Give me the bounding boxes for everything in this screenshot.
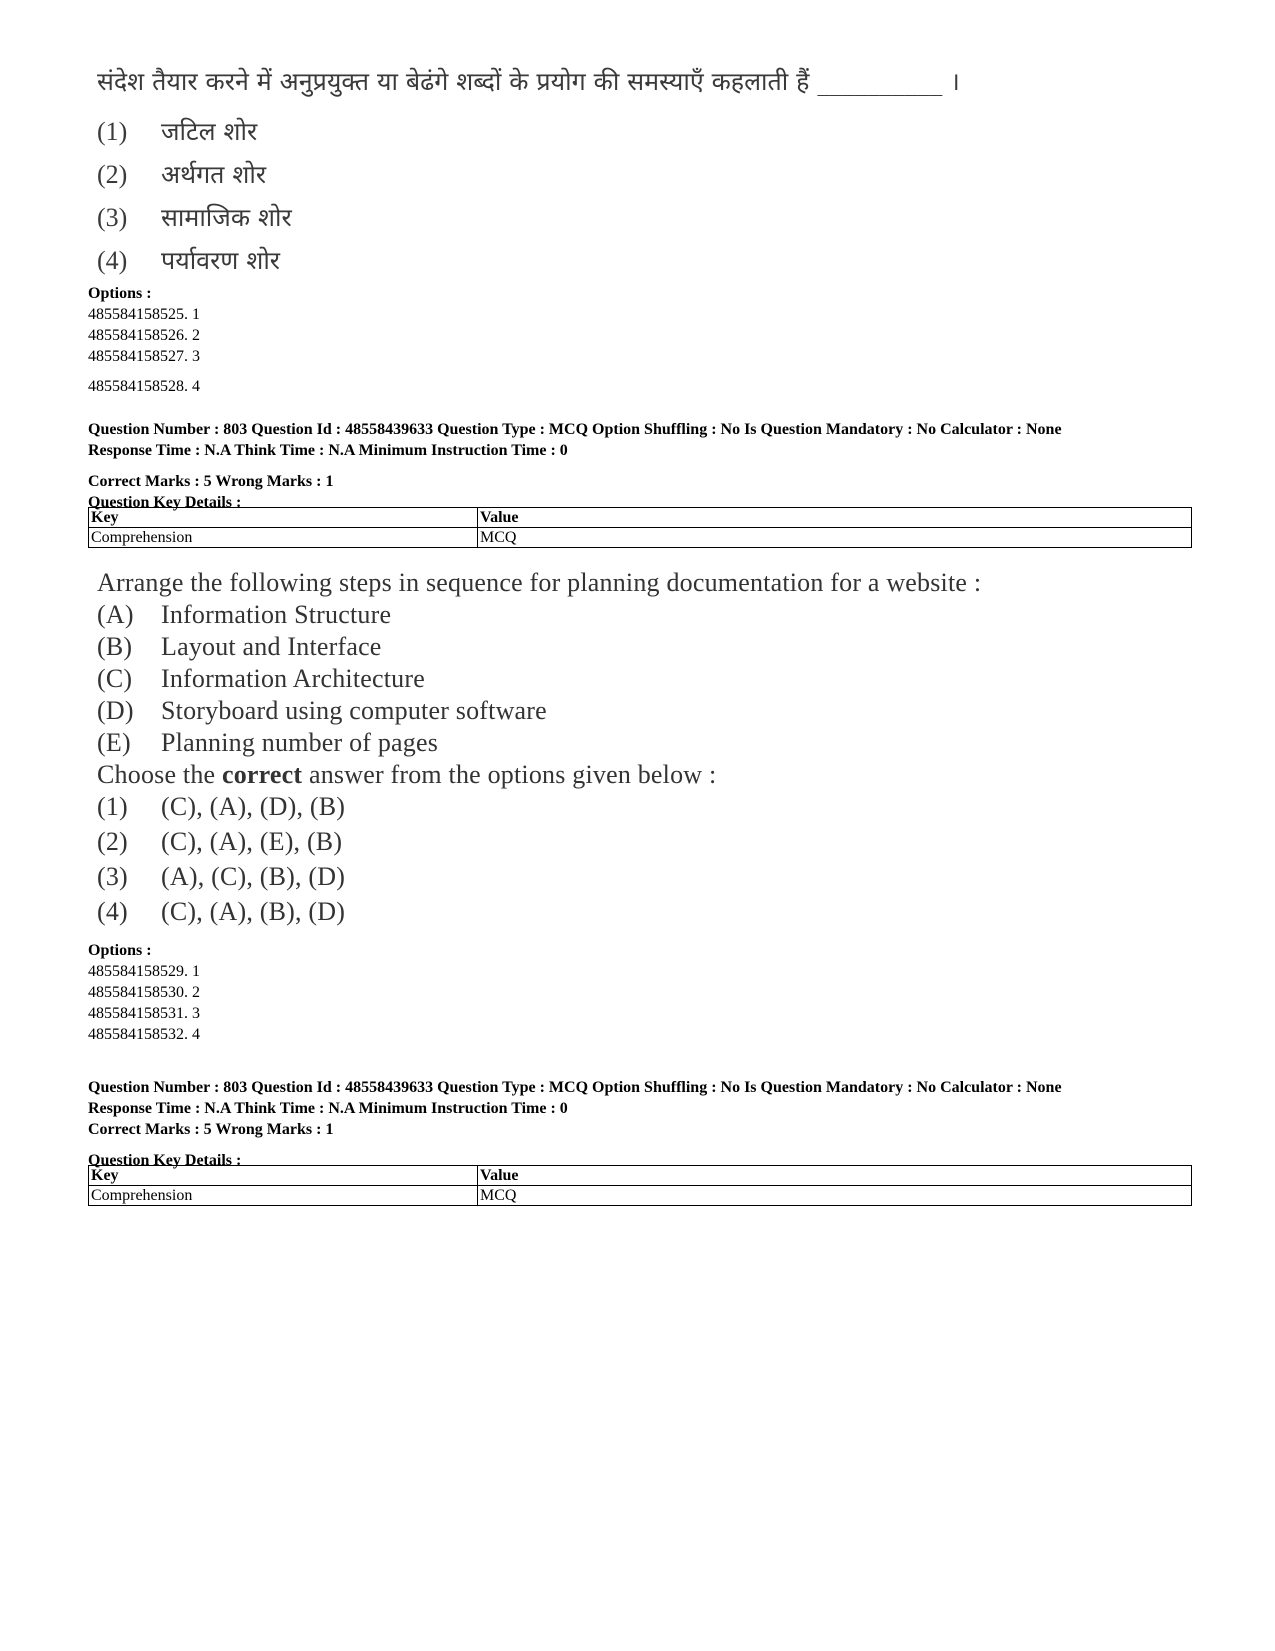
table-header-key: Key bbox=[89, 1166, 478, 1186]
option-id: 485584158532. 4 bbox=[88, 1026, 200, 1043]
sequence-item: (D) Storyboard using computer software bbox=[97, 696, 547, 725]
table-row bbox=[89, 1166, 1192, 1186]
choose-instruction: Choose the correct answer from the options given below : bbox=[97, 760, 717, 789]
option-id: 485584158526. 2 bbox=[88, 327, 200, 344]
question-option: (1) जटिल शोर bbox=[97, 117, 258, 146]
answer-option: (1) (C), (A), (D), (B) bbox=[97, 792, 346, 821]
sequence-item: (E) Planning number of pages bbox=[97, 728, 439, 757]
options-label: Options : bbox=[88, 285, 152, 302]
question-meta-line1: Question Number : 803 Question Id : 48558439633 Question Type : MCQ Option Shuffling : No Is Question Mandatory : No Calculator : None bbox=[88, 421, 1062, 438]
marks-line: Correct Marks : 5 Wrong Marks : 1 bbox=[88, 473, 334, 490]
answer-option: (3) (A), (C), (B), (D) bbox=[97, 862, 346, 891]
option-id: 485584158525. 1 bbox=[88, 306, 200, 323]
table-header-key: Key bbox=[89, 508, 478, 528]
table-row bbox=[89, 508, 1192, 528]
option-id: 485584158528. 4 bbox=[88, 378, 200, 395]
key-details-label: Question Key Details : bbox=[88, 1152, 242, 1169]
marks-line: Correct Marks : 5 Wrong Marks : 1 bbox=[88, 1121, 334, 1138]
table-header-value: Value bbox=[478, 1166, 1192, 1186]
question-meta-line1: Question Number : 803 Question Id : 48558439633 Question Type : MCQ Option Shuffling : No Is Question Mandatory : No Calculator : None bbox=[88, 1079, 1062, 1096]
answer-option: (4) (C), (A), (B), (D) bbox=[97, 897, 346, 926]
table-cell-key: Comprehension bbox=[89, 1186, 478, 1206]
table-cell-key: Comprehension bbox=[89, 528, 478, 548]
question-meta-line2: Response Time : N.A Think Time : N.A Minimum Instruction Time : 0 bbox=[88, 1100, 568, 1117]
option-id: 485584158527. 3 bbox=[88, 348, 200, 365]
option-id: 485584158531. 3 bbox=[88, 1005, 200, 1022]
question-option: (4) पर्यावरण शोर bbox=[97, 246, 281, 275]
question-meta-line2: Response Time : N.A Think Time : N.A Minimum Instruction Time : 0 bbox=[88, 442, 568, 459]
sequence-item: (B) Layout and Interface bbox=[97, 632, 382, 661]
answer-option: (2) (C), (A), (E), (B) bbox=[97, 827, 343, 856]
question-stem: Arrange the following steps in sequence for planning documentation for a website : bbox=[97, 568, 982, 597]
key-details-table bbox=[88, 507, 1192, 548]
sequence-item: (C) Information Architecture bbox=[97, 664, 425, 693]
question-stem: संदेश तैयार करने में अनुप्रयुक्त या बेढंगे शब्दों के प्रयोग की समस्याएँ कहलाती हैं __________ । bbox=[97, 67, 960, 96]
key-details-table bbox=[88, 1165, 1192, 1206]
table-cell-value: MCQ bbox=[478, 528, 1192, 548]
table-row bbox=[89, 528, 1192, 548]
options-label: Options : bbox=[88, 942, 152, 959]
question-option: (3) सामाजिक शोर bbox=[97, 203, 292, 232]
question-option: (2) अर्थगत शोर bbox=[97, 160, 267, 189]
sequence-item: (A) Information Structure bbox=[97, 600, 392, 629]
option-id: 485584158530. 2 bbox=[88, 984, 200, 1001]
table-cell-value: MCQ bbox=[478, 1186, 1192, 1206]
key-details-label: Question Key Details : bbox=[88, 494, 242, 511]
table-header-value: Value bbox=[478, 508, 1192, 528]
table-row bbox=[89, 1186, 1192, 1206]
option-id: 485584158529. 1 bbox=[88, 963, 200, 980]
